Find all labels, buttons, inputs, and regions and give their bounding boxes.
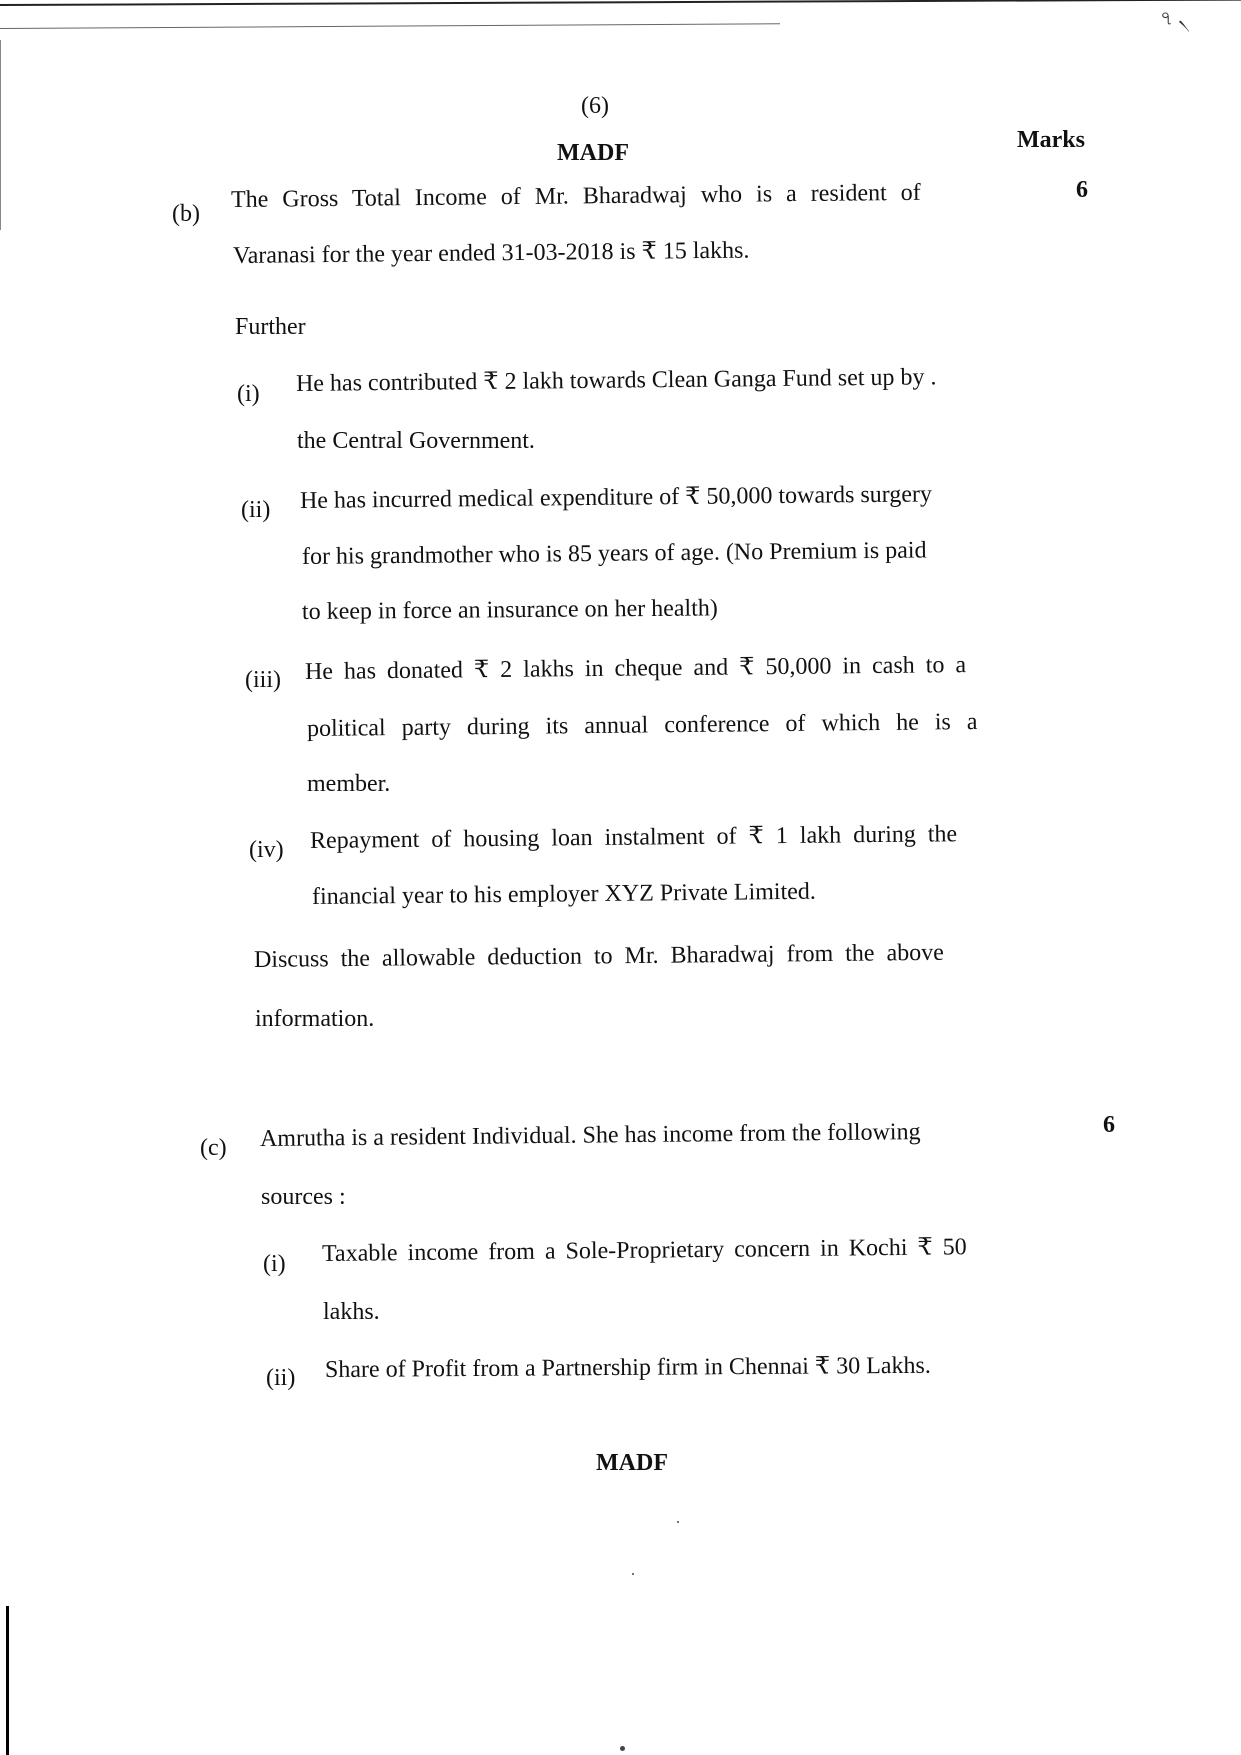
question-c-label: (c) — [200, 1135, 227, 1161]
question-b-further: Further — [235, 314, 306, 340]
item-number: (ii) — [241, 497, 271, 523]
scan-edge-line — [0, 40, 1, 230]
item-text: He has contributed ₹ 2 lakh towards Clean Ganga Fund set up by . — [295, 364, 937, 397]
item-number: (i) — [263, 1251, 286, 1277]
question-b-label: (b) — [172, 201, 200, 227]
question-b-discuss: Discuss the allowable deduction to Mr. Bharadwaj from the above — [253, 939, 944, 973]
question-b-line: Varanasi for the year ended 31-03-2018 is ₹ 15 lakhs. — [232, 237, 750, 269]
item-text: He has incurred medical expenditure of ₹ 50,000 towards surgery — [299, 481, 933, 514]
item-text: for his grandmother who is 85 years of age. (No Premium is paid — [301, 537, 927, 570]
item-text: lakhs. — [323, 1299, 380, 1325]
handwritten-corner-mark: ৭ ৲ — [1160, 8, 1191, 30]
question-b-marks: 6 — [1076, 177, 1088, 203]
scan-edge-line — [0, 0, 1241, 6]
item-text: the Central Government. — [297, 428, 535, 454]
question-b-discuss: information. — [255, 1006, 375, 1032]
question-c-line: Amrutha is a resident Individual. She has income from the following — [259, 1119, 921, 1152]
item-text: political party during its annual conference of which he is a — [306, 708, 978, 742]
question-b-line: The Gross Total Income of Mr. Bharadwaj who is a resident of — [230, 179, 921, 213]
question-c-marks: 6 — [1103, 1112, 1115, 1138]
item-text: Repayment of housing loan instalment of ₹ 1 lakh during the — [309, 821, 958, 854]
item-number: (iv) — [249, 837, 284, 863]
scan-speck — [677, 1521, 679, 1523]
footer-code: MADF — [596, 1450, 668, 1476]
item-text: He has donated ₹ 2 lakhs in cheque and ₹ 50,000 in cash to a — [304, 652, 967, 685]
scan-speck — [620, 1746, 625, 1751]
item-text: Share of Profit from a Partnership firm in Chennai ₹ 30 Lakhs. — [324, 1352, 931, 1383]
marks-heading: Marks — [1017, 127, 1085, 153]
item-number: (i) — [237, 381, 260, 407]
scan-edge-line — [0, 23, 780, 29]
scan-edge-bar — [6, 1606, 9, 1755]
item-number: (iii) — [245, 667, 281, 693]
item-text: Taxable income from a Sole-Proprietary concern in Kochi ₹ 50 — [321, 1234, 967, 1267]
item-text: financial year to his employer XYZ Private Limited. — [311, 878, 816, 910]
item-text: member. — [307, 771, 391, 797]
question-c-line: sources : — [261, 1184, 346, 1210]
item-text: to keep in force an insurance on her health) — [301, 595, 718, 625]
item-number: (ii) — [266, 1365, 296, 1391]
header-code: MADF — [557, 140, 629, 166]
scan-speck — [632, 1573, 634, 1575]
page-number: (6) — [581, 93, 609, 119]
